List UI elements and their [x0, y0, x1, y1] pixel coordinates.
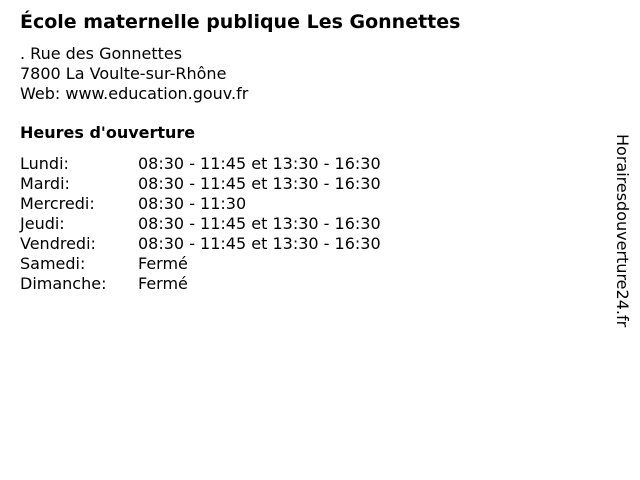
address-city: 7800 La Voulte-sur-Rhône [20, 64, 227, 83]
hours-time-value: Fermé [138, 254, 188, 273]
hours-row-dimanche [20, 274, 381, 294]
hours-time-value: 08:30 - 11:45 et 13:30 - 16:30 [138, 214, 381, 233]
hours-row-mercredi [20, 194, 381, 214]
hours-day-label: Mercredi: [20, 194, 95, 213]
hours-time-value: 08:30 - 11:30 [138, 194, 247, 213]
hours-row-jeudi [20, 214, 381, 234]
hours-day-label: Dimanche: [20, 274, 107, 293]
hours-row-samedi [20, 254, 381, 274]
hours-day-label: Mardi: [20, 174, 70, 193]
page-title: École maternelle publique Les Gonnettes [20, 11, 461, 33]
hours-time-value: Fermé [138, 274, 188, 293]
hours-heading: Heures d'ouverture [20, 123, 196, 142]
hours-time-value: 08:30 - 11:45 et 13:30 - 16:30 [138, 234, 381, 253]
address-street: . Rue des Gonnettes [20, 44, 183, 63]
hours-time-value: 08:30 - 11:45 et 13:30 - 16:30 [138, 154, 381, 173]
site-watermark: Horairesdouverture24.fr [613, 134, 632, 328]
hours-row-lundi [20, 154, 381, 174]
address-web: Web: www.education.gouv.fr [20, 84, 249, 103]
hours-day-label: Jeudi: [20, 214, 65, 233]
hours-time-value: 08:30 - 11:45 et 13:30 - 16:30 [138, 174, 381, 193]
hours-day-label: Samedi: [20, 254, 86, 273]
hours-day-label: Vendredi: [20, 234, 96, 253]
hours-row-mardi [20, 174, 381, 194]
address-block [20, 44, 248, 104]
hours-table [20, 154, 381, 294]
hours-row-vendredi [20, 234, 381, 254]
hours-day-label: Lundi: [20, 154, 69, 173]
